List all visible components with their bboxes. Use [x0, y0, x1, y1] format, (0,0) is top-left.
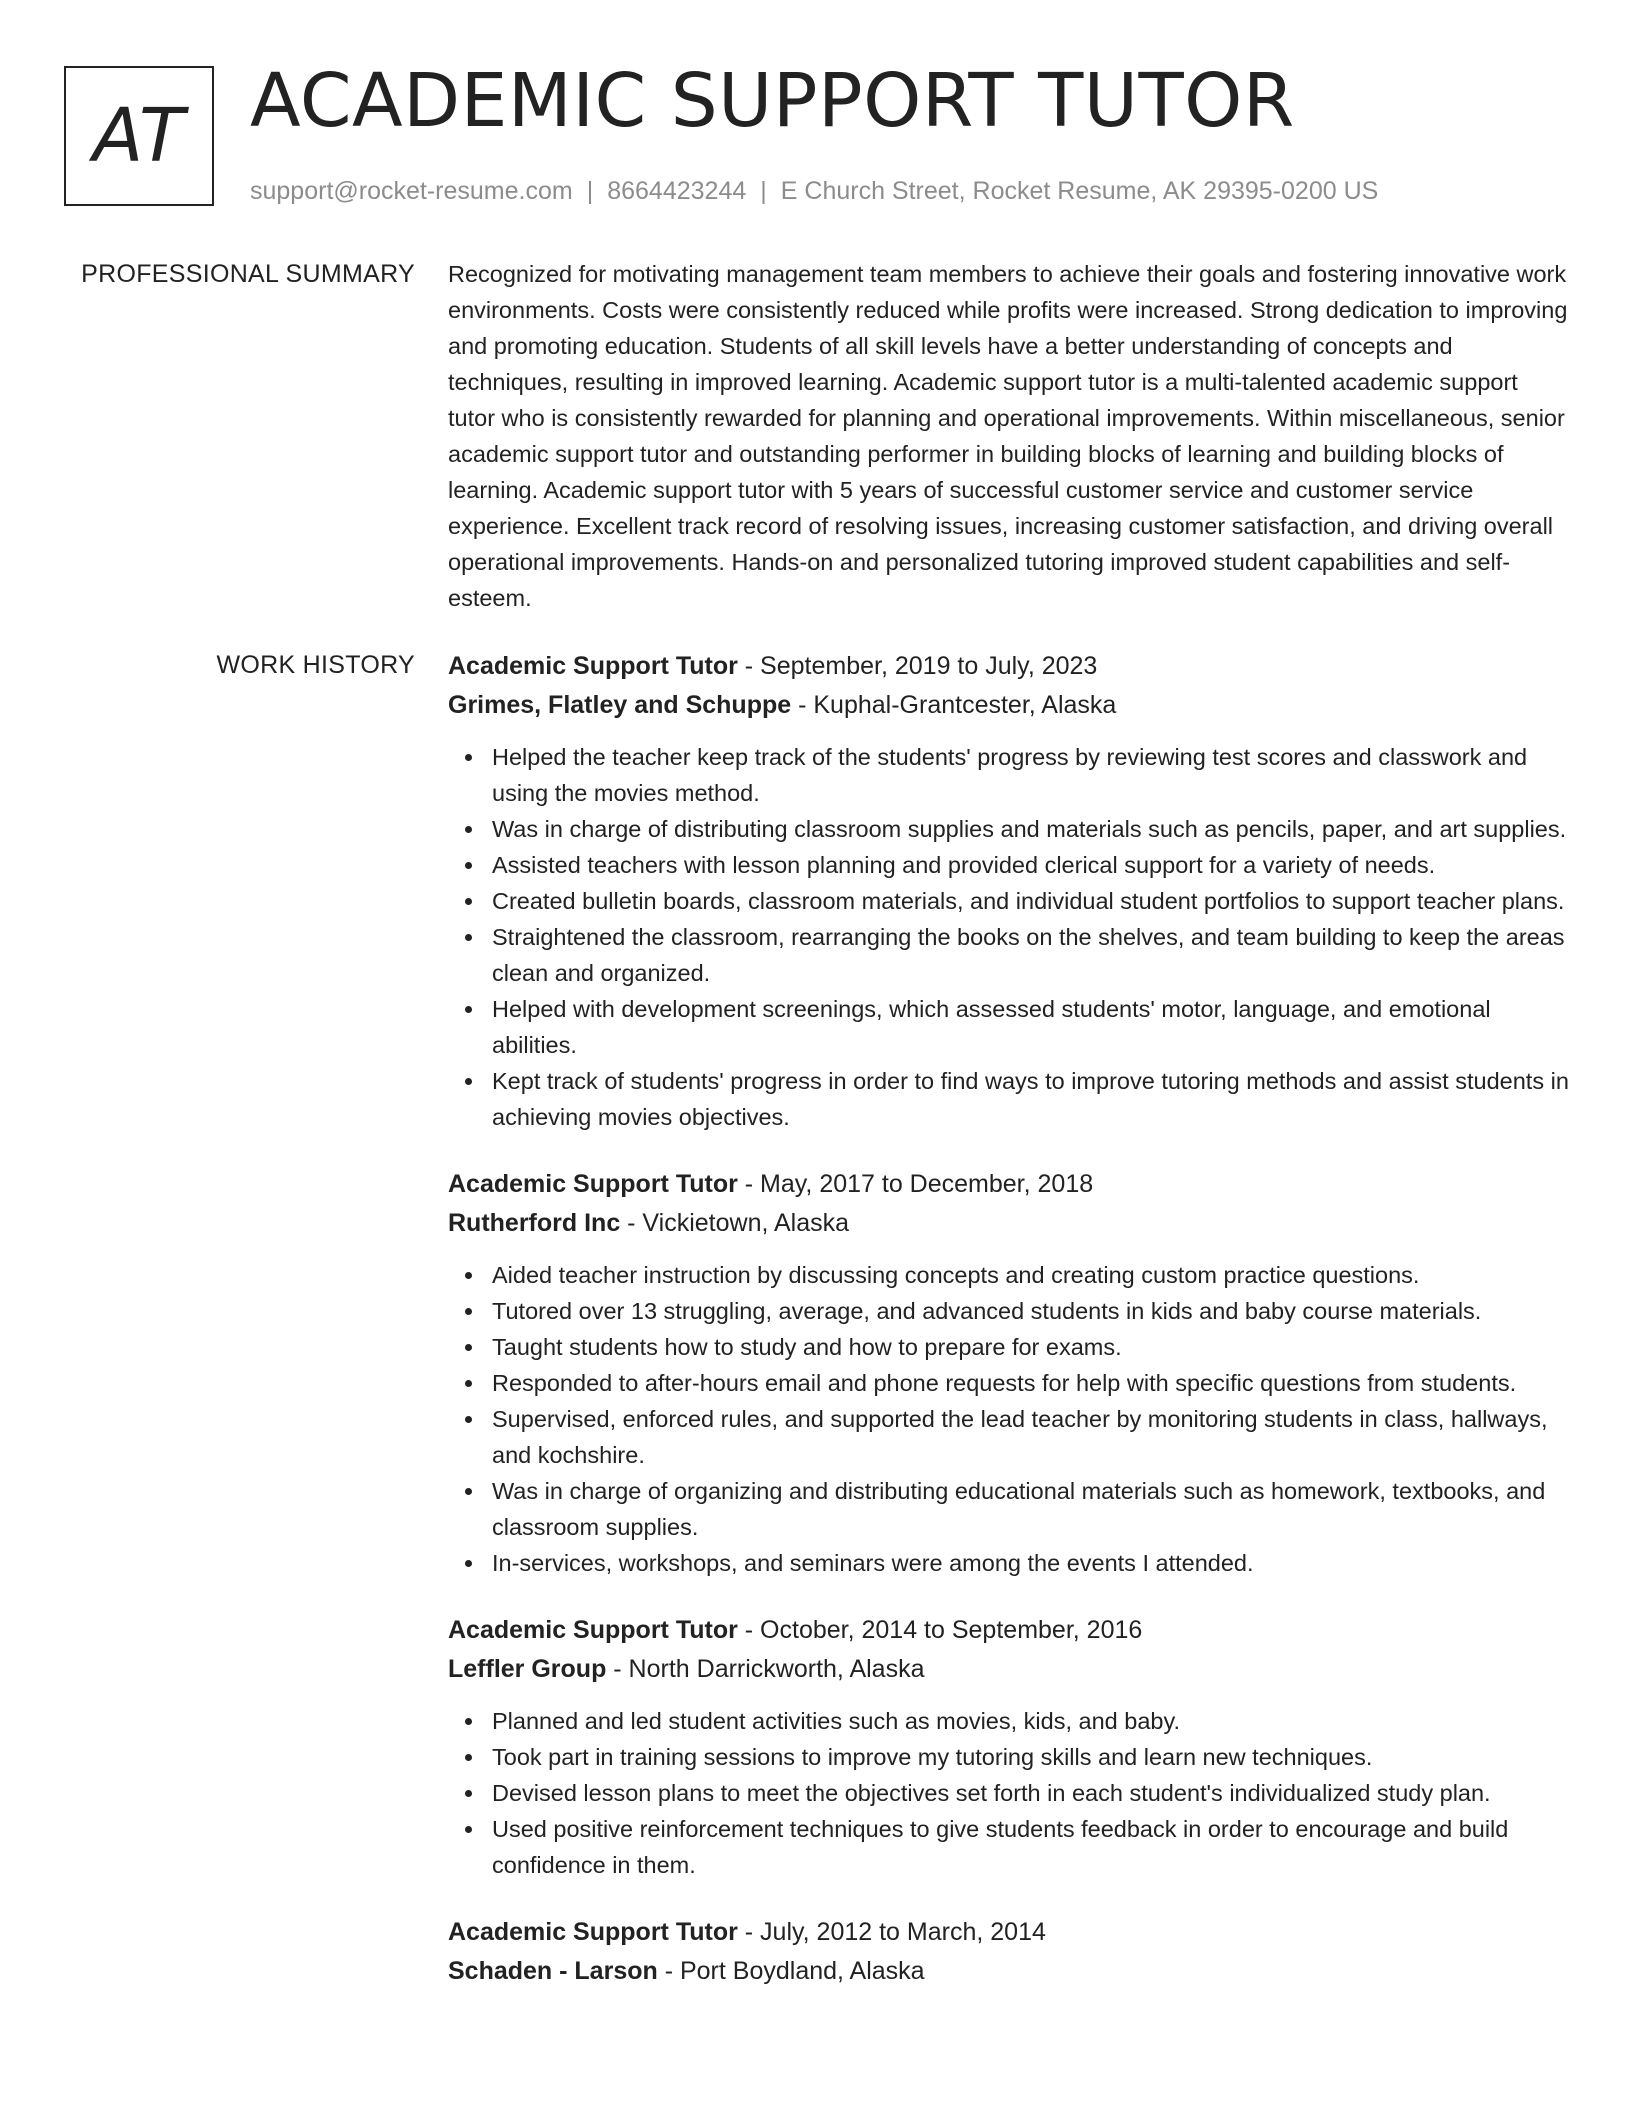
- job-bullet: In-services, workshops, and seminars were among the events I attended.: [492, 1545, 1570, 1581]
- job-company-line: [448, 1204, 1570, 1243]
- job-location: - Port Boydland, Alaska: [657, 1957, 925, 1985]
- job-company: Schaden - Larson: [448, 1957, 658, 1985]
- section-label-work-history: WORK HISTORY: [216, 651, 415, 679]
- job-dates: - May, 2017 to December, 2018: [737, 1170, 1094, 1198]
- job-bullet: Supervised, enforced rules, and supported the lead teacher by monitoring students in class, hallways, and kochshire.: [492, 1401, 1570, 1473]
- job-company: Grimes, Flatley and Schuppe: [448, 691, 792, 719]
- job-bullet: Devised lesson plans to meet the objectives set forth in each student's individualized study plan.: [492, 1775, 1570, 1811]
- summary-body: [448, 256, 1570, 616]
- job-bullet: Helped the teacher keep track of the students' progress by reviewing test scores and classwork and using the movies method.: [492, 739, 1570, 811]
- job-bullet: Was in charge of distributing classroom supplies and materials such as pencils, paper, and art supplies.: [492, 811, 1570, 847]
- job-title: Academic Support Tutor: [448, 1616, 738, 1644]
- job-title-line: [448, 647, 1570, 686]
- job-company: Rutherford Inc: [448, 1209, 621, 1237]
- job-bullet: Created bulletin boards, classroom materials, and individual student portfolios to support teacher plans.: [492, 883, 1570, 919]
- contact-address: E Church Street, Rocket Resume, AK 29395-0200 US: [780, 177, 1379, 205]
- job-dates: - September, 2019 to July, 2023: [737, 652, 1098, 680]
- job-entry: [448, 1611, 1570, 1883]
- job-title: Academic Support Tutor: [448, 652, 738, 680]
- contact-separator: |: [760, 177, 767, 205]
- job-title-line: [448, 1165, 1570, 1204]
- job-company: Leffler Group: [448, 1655, 607, 1683]
- section-label-summary: PROFESSIONAL SUMMARY: [81, 260, 415, 288]
- job-dates: - July, 2012 to March, 2014: [737, 1918, 1046, 1946]
- job-bullet: Assisted teachers with lesson planning and provided clerical support for a variety of needs.: [492, 847, 1570, 883]
- job-entry: [448, 1165, 1570, 1581]
- job-location: - North Darrickworth, Alaska: [606, 1655, 925, 1683]
- job-dates: - October, 2014 to September, 2016: [737, 1616, 1143, 1644]
- job-title: Academic Support Tutor: [448, 1170, 738, 1198]
- summary-text: Recognized for motivating management team members to achieve their goals and fostering innovative work environments. Costs were consistently reduced while profits were increased. Strong dedication to improving and promoting education. Students of all skill levels have a better understanding of concepts and techniques, resulting in improved learning. Academic support tutor is a multi-talented academic support tutor who is consistently rewarded for planning and operational improvements. Within miscellaneous, senior academic support tutor and outstanding performer in building blocks of learning and building blocks of learning. Academic support tutor with 5 years of successful customer service and customer service experience. Excellent track record of resolving issues, increasing customer satisfaction, and driving overall operational improvements. Hands-on and personalized tutoring improved student capabilities and self-esteem.: [448, 261, 1568, 611]
- job-bullet: Was in charge of organizing and distributing educational materials such as homework, textbooks, and classroom supplies.: [492, 1473, 1570, 1545]
- job-location: - Vickietown, Alaska: [620, 1209, 850, 1237]
- job-bullet: Tutored over 13 struggling, average, and advanced students in kids and baby course materials.: [492, 1293, 1570, 1329]
- work-history-body: [448, 647, 1570, 2021]
- job-bullet: Helped with development screenings, which assessed students' motor, language, and emotional abilities.: [492, 991, 1570, 1063]
- job-title-line: [448, 1611, 1570, 1650]
- job-company-line: [448, 1952, 1570, 1991]
- job-bullet: Straightened the classroom, rearranging the books on the shelves, and team building to keep the areas clean and organized.: [492, 919, 1570, 991]
- contact-phone: 8664423244: [607, 177, 747, 205]
- job-company-line: [448, 1650, 1570, 1689]
- job-bullet: Taught students how to study and how to prepare for exams.: [492, 1329, 1570, 1365]
- job-company-line: [448, 686, 1570, 725]
- job-title: Academic Support Tutor: [448, 1918, 738, 1946]
- job-bullets: [448, 1703, 1570, 1883]
- job-entry: [448, 647, 1570, 1135]
- job-bullets: [448, 1257, 1570, 1581]
- contact-separator: |: [586, 177, 594, 205]
- job-entry: [448, 1913, 1570, 1991]
- job-title-line: [448, 1913, 1570, 1952]
- job-bullet: Responded to after-hours email and phone requests for help with specific questions from students.: [492, 1365, 1570, 1401]
- job-bullet: Used positive reinforcement techniques to give students feedback in order to encourage and build confidence in them.: [492, 1811, 1570, 1883]
- contact-email: support@rocket-resume.com: [250, 177, 573, 205]
- contact-line: [250, 175, 1378, 207]
- job-bullet: Planned and led student activities such as movies, kids, and baby.: [492, 1703, 1570, 1739]
- job-bullet: Took part in training sessions to improve my tutoring skills and learn new techniques.: [492, 1739, 1570, 1775]
- job-bullets: [448, 739, 1570, 1135]
- monogram-logo: AT: [64, 66, 214, 206]
- job-location: - Kuphal-Grantcester, Alaska: [791, 691, 1117, 719]
- job-bullet: Kept track of students' progress in order to find ways to improve tutoring methods and assist students in achieving movies objectives.: [492, 1063, 1570, 1135]
- job-bullet: Aided teacher instruction by discussing concepts and creating custom practice questions.: [492, 1257, 1570, 1293]
- page-title: ACADEMIC SUPPORT TUTOR: [250, 58, 1295, 144]
